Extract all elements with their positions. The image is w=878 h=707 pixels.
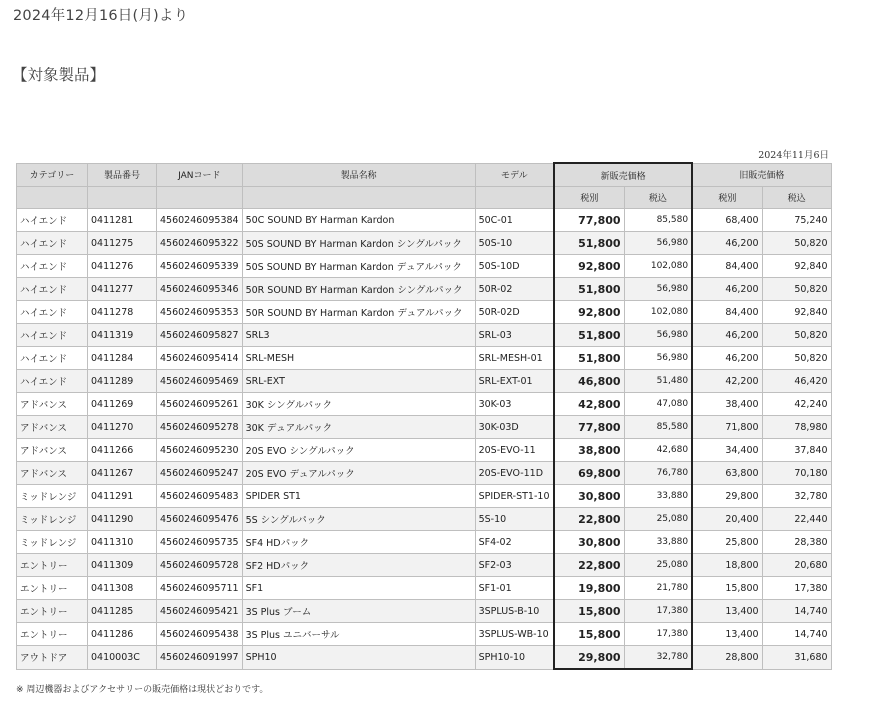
cell-category: エントリー [17,600,88,623]
cell-category: アウトドア [17,646,88,670]
cell-old-tax-excl: 13,400 [692,600,762,623]
cell-new-tax-excl: 92,800 [554,255,624,278]
cell-product-no: 0410003C [88,646,157,670]
cell-new-tax-incl: 47,080 [624,393,692,416]
cell-new-tax-excl: 15,800 [554,623,624,646]
cell-old-tax-incl: 14,740 [762,623,831,646]
table-row [17,531,832,554]
cell-old-tax-excl: 46,200 [692,324,762,347]
cell-old-tax-incl: 92,840 [762,255,831,278]
cell-new-tax-excl: 30,800 [554,531,624,554]
effective-date: 2024年12月16日(月)より [13,8,189,24]
table-row [17,646,832,670]
header-model: モデル [475,163,554,187]
cell-jan: 4560246095230 [157,439,243,462]
cell-category: ハイエンド [17,324,88,347]
cell-old-tax-excl: 84,400 [692,301,762,324]
cell-jan: 4560246095469 [157,370,243,393]
cell-name: SRL-EXT [242,370,475,393]
cell-new-tax-incl: 56,980 [624,232,692,255]
cell-new-tax-incl: 25,080 [624,508,692,531]
cell-category: ミッドレンジ [17,531,88,554]
section-title: 【対象製品】 [12,66,106,84]
cell-new-tax-incl: 102,080 [624,255,692,278]
header-product-no: 製品番号 [88,163,157,187]
cell-old-tax-incl: 17,380 [762,577,831,600]
cell-new-tax-excl: 38,800 [554,439,624,462]
cell-new-tax-excl: 77,800 [554,209,624,232]
cell-new-tax-excl: 22,800 [554,554,624,577]
cell-jan: 4560246091997 [157,646,243,670]
cell-model: SF4-02 [475,531,554,554]
cell-product-no: 0411267 [88,462,157,485]
cell-jan: 4560246095261 [157,393,243,416]
cell-jan: 4560246095278 [157,416,243,439]
subheader-blank [475,187,554,209]
cell-product-no: 0411284 [88,347,157,370]
cell-jan: 4560246095827 [157,324,243,347]
price-table-wrapper [16,162,832,670]
cell-old-tax-excl: 13,400 [692,623,762,646]
cell-old-tax-incl: 22,440 [762,508,831,531]
table-date: 2024年11月6日 [758,150,829,161]
cell-product-no: 0411281 [88,209,157,232]
cell-model: SPIDER-ST1-10 [475,485,554,508]
cell-product-no: 0411266 [88,439,157,462]
cell-name: SRL-MESH [242,347,475,370]
cell-model: 50R-02D [475,301,554,324]
cell-new-tax-excl: 51,800 [554,232,624,255]
cell-old-tax-incl: 75,240 [762,209,831,232]
cell-jan: 4560246095339 [157,255,243,278]
cell-name: 50R SOUND BY Harman Kardon デュアルパック [242,301,475,324]
cell-old-tax-excl: 28,800 [692,646,762,670]
table-row [17,485,832,508]
subheader-blank [17,187,88,209]
subheader-new-tax-excl: 税別 [554,187,624,209]
subheader-new-tax-incl: 税込 [624,187,692,209]
table-row [17,462,832,485]
table-row [17,600,832,623]
cell-old-tax-excl: 46,200 [692,232,762,255]
cell-new-tax-incl: 85,580 [624,209,692,232]
cell-category: エントリー [17,554,88,577]
header-new-price: 新販売価格 [554,163,692,187]
cell-product-no: 0411310 [88,531,157,554]
cell-product-no: 0411286 [88,623,157,646]
cell-old-tax-incl: 46,420 [762,370,831,393]
cell-new-tax-incl: 33,880 [624,531,692,554]
table-row [17,232,832,255]
cell-category: ハイエンド [17,209,88,232]
cell-product-no: 0411277 [88,278,157,301]
cell-new-tax-excl: 22,800 [554,508,624,531]
cell-model: 50S-10D [475,255,554,278]
cell-model: 3SPLUS-B-10 [475,600,554,623]
cell-name: SF1 [242,577,475,600]
table-row [17,416,832,439]
header-old-price: 旧販売価格 [692,163,831,187]
cell-model: SF2-03 [475,554,554,577]
cell-old-tax-excl: 15,800 [692,577,762,600]
cell-product-no: 0411319 [88,324,157,347]
table-row [17,370,832,393]
cell-product-no: 0411276 [88,255,157,278]
cell-category: アドバンス [17,462,88,485]
cell-new-tax-excl: 92,800 [554,301,624,324]
cell-jan: 4560246095414 [157,347,243,370]
table-row [17,301,832,324]
cell-jan: 4560246095247 [157,462,243,485]
cell-category: ハイエンド [17,255,88,278]
cell-jan: 4560246095711 [157,577,243,600]
subheader-blank [88,187,157,209]
cell-old-tax-excl: 46,200 [692,347,762,370]
cell-name: 30K シングルパック [242,393,475,416]
cell-name: 50R SOUND BY Harman Kardon シングルパック [242,278,475,301]
cell-old-tax-incl: 42,240 [762,393,831,416]
cell-jan: 4560246095438 [157,623,243,646]
cell-old-tax-incl: 32,780 [762,485,831,508]
cell-old-tax-excl: 34,400 [692,439,762,462]
subheader-row [17,187,832,209]
cell-jan: 4560246095384 [157,209,243,232]
subheader-old-tax-excl: 税別 [692,187,762,209]
subheader-old-tax-incl: 税込 [762,187,831,209]
cell-old-tax-incl: 20,680 [762,554,831,577]
cell-category: ハイエンド [17,232,88,255]
cell-new-tax-incl: 17,380 [624,600,692,623]
cell-model: 30K-03D [475,416,554,439]
cell-category: ミッドレンジ [17,508,88,531]
cell-new-tax-incl: 51,480 [624,370,692,393]
header-category: カテゴリー [17,163,88,187]
cell-old-tax-incl: 78,980 [762,416,831,439]
cell-category: エントリー [17,623,88,646]
table-row [17,439,832,462]
cell-old-tax-incl: 50,820 [762,324,831,347]
cell-jan: 4560246095346 [157,278,243,301]
cell-category: ハイエンド [17,301,88,324]
cell-category: ハイエンド [17,278,88,301]
cell-new-tax-excl: 51,800 [554,347,624,370]
cell-old-tax-excl: 46,200 [692,278,762,301]
cell-old-tax-incl: 31,680 [762,646,831,670]
cell-new-tax-incl: 21,780 [624,577,692,600]
cell-old-tax-excl: 38,400 [692,393,762,416]
cell-jan: 4560246095322 [157,232,243,255]
cell-product-no: 0411270 [88,416,157,439]
cell-new-tax-incl: 33,880 [624,485,692,508]
cell-new-tax-excl: 46,800 [554,370,624,393]
cell-old-tax-incl: 92,840 [762,301,831,324]
table-row [17,623,832,646]
cell-old-tax-excl: 63,800 [692,462,762,485]
cell-product-no: 0411285 [88,600,157,623]
cell-category: ハイエンド [17,370,88,393]
cell-new-tax-excl: 42,800 [554,393,624,416]
cell-old-tax-incl: 50,820 [762,347,831,370]
cell-jan: 4560246095353 [157,301,243,324]
cell-model: 5S-10 [475,508,554,531]
cell-model: 50R-02 [475,278,554,301]
cell-new-tax-incl: 56,980 [624,324,692,347]
cell-model: 50C-01 [475,209,554,232]
cell-name: 5S シングルパック [242,508,475,531]
header-name: 製品名称 [242,163,475,187]
cell-model: SRL-MESH-01 [475,347,554,370]
cell-product-no: 0411291 [88,485,157,508]
cell-model: 3SPLUS-WB-10 [475,623,554,646]
cell-old-tax-excl: 20,400 [692,508,762,531]
cell-name: SRL3 [242,324,475,347]
cell-new-tax-excl: 30,800 [554,485,624,508]
cell-new-tax-incl: 25,080 [624,554,692,577]
price-table [16,162,832,670]
footnote: ※ 周辺機器およびアクセサリーの販売価格は現状どおりです。 [16,685,269,695]
cell-name: 50S SOUND BY Harman Kardon デュアルパック [242,255,475,278]
cell-old-tax-excl: 84,400 [692,255,762,278]
cell-new-tax-excl: 69,800 [554,462,624,485]
table-row [17,508,832,531]
cell-jan: 4560246095421 [157,600,243,623]
cell-old-tax-incl: 70,180 [762,462,831,485]
cell-category: アドバンス [17,416,88,439]
cell-model: SRL-EXT-01 [475,370,554,393]
cell-old-tax-incl: 50,820 [762,278,831,301]
cell-product-no: 0411289 [88,370,157,393]
table-row [17,554,832,577]
cell-new-tax-incl: 76,780 [624,462,692,485]
cell-category: ハイエンド [17,347,88,370]
cell-new-tax-excl: 29,800 [554,646,624,670]
cell-category: エントリー [17,577,88,600]
cell-model: SF1-01 [475,577,554,600]
cell-jan: 4560246095483 [157,485,243,508]
cell-old-tax-excl: 68,400 [692,209,762,232]
cell-new-tax-incl: 42,680 [624,439,692,462]
subheader-blank [242,187,475,209]
cell-new-tax-excl: 51,800 [554,324,624,347]
table-row [17,209,832,232]
cell-name: 20S EVO シングルパック [242,439,475,462]
cell-new-tax-incl: 17,380 [624,623,692,646]
cell-new-tax-incl: 56,980 [624,347,692,370]
table-row [17,347,832,370]
cell-old-tax-incl: 37,840 [762,439,831,462]
table-row [17,278,832,301]
cell-name: 20S EVO デュアルパック [242,462,475,485]
cell-old-tax-excl: 18,800 [692,554,762,577]
cell-new-tax-incl: 56,980 [624,278,692,301]
cell-old-tax-incl: 14,740 [762,600,831,623]
cell-jan: 4560246095735 [157,531,243,554]
cell-product-no: 0411275 [88,232,157,255]
table-row [17,255,832,278]
cell-new-tax-incl: 32,780 [624,646,692,670]
cell-name: 3S Plus ブーム [242,600,475,623]
cell-product-no: 0411269 [88,393,157,416]
cell-name: 50C SOUND BY Harman Kardon [242,209,475,232]
cell-old-tax-excl: 71,800 [692,416,762,439]
cell-old-tax-excl: 25,800 [692,531,762,554]
cell-name: 50S SOUND BY Harman Kardon シングルパック [242,232,475,255]
cell-model: SPH10-10 [475,646,554,670]
cell-old-tax-excl: 29,800 [692,485,762,508]
cell-new-tax-incl: 102,080 [624,301,692,324]
cell-product-no: 0411290 [88,508,157,531]
subheader-blank [157,187,243,209]
cell-jan: 4560246095728 [157,554,243,577]
cell-new-tax-excl: 51,800 [554,278,624,301]
cell-product-no: 0411278 [88,301,157,324]
cell-name: 3S Plus ユニバーサル [242,623,475,646]
cell-model: 20S-EVO-11 [475,439,554,462]
cell-name: SPH10 [242,646,475,670]
cell-category: アドバンス [17,439,88,462]
header-jan: JANコード [157,163,243,187]
cell-product-no: 0411309 [88,554,157,577]
cell-old-tax-incl: 50,820 [762,232,831,255]
cell-model: 20S-EVO-11D [475,462,554,485]
cell-name: 30K デュアルパック [242,416,475,439]
cell-model: 30K-03 [475,393,554,416]
cell-new-tax-excl: 15,800 [554,600,624,623]
cell-old-tax-excl: 42,200 [692,370,762,393]
cell-new-tax-incl: 85,580 [624,416,692,439]
cell-model: SRL-03 [475,324,554,347]
cell-category: アドバンス [17,393,88,416]
cell-jan: 4560246095476 [157,508,243,531]
cell-name: SF2 HDパック [242,554,475,577]
header-row [17,163,832,187]
cell-product-no: 0411308 [88,577,157,600]
table-body [17,209,832,670]
table-row [17,577,832,600]
table-row [17,324,832,347]
cell-name: SF4 HDパック [242,531,475,554]
cell-new-tax-excl: 77,800 [554,416,624,439]
cell-name: SPIDER ST1 [242,485,475,508]
table-row [17,393,832,416]
cell-model: 50S-10 [475,232,554,255]
cell-new-tax-excl: 19,800 [554,577,624,600]
cell-category: ミッドレンジ [17,485,88,508]
cell-old-tax-incl: 28,380 [762,531,831,554]
